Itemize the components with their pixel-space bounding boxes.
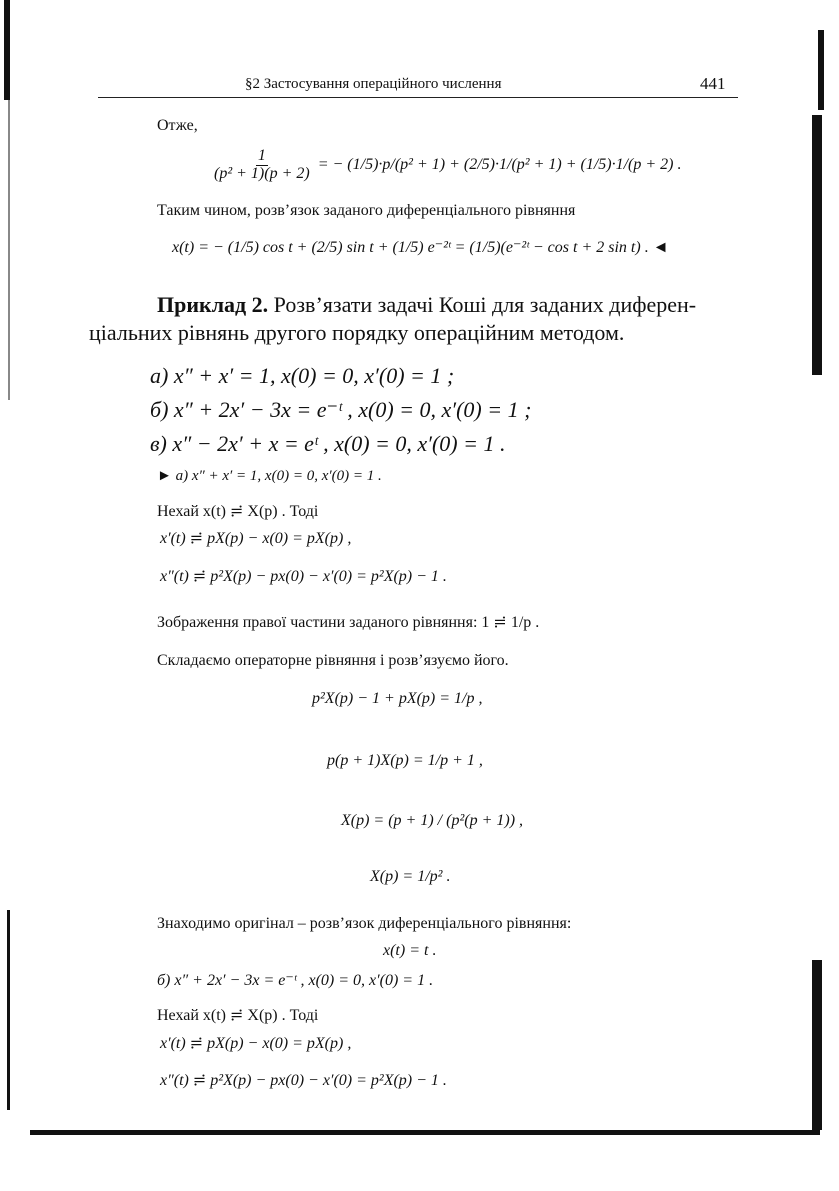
scan-edge-left-mid [8, 100, 10, 400]
thus-line: Таким чином, розв’язок заданого диференціального рівняння [157, 202, 576, 219]
decomposition-equation [210, 148, 681, 183]
solution-a-start: ► а) x″ + x′ = 1, x(0) = 0, x′(0) = 1 . [157, 468, 382, 484]
solution-a-answer: x(t) = t . [383, 942, 437, 959]
solution-b-let: Нехай x(t) ≓ X(p) . Тоді [157, 1007, 319, 1024]
solution-a-second-derivative: x″(t) ≓ p²X(p) − px(0) − x′(0) = p²X(p) − 1 . [160, 568, 447, 585]
scan-edge-right-mid [812, 115, 822, 375]
task-c: в) x″ − 2x′ + x = eᵗ , x(0) = 0, x′(0) = 1 . [150, 431, 506, 456]
task-a: а) x″ + x′ = 1, x(0) = 0, x′(0) = 1 ; [150, 363, 455, 388]
solution-a-find-original: Знаходимо оригінал – розв’язок диференціального рівняння: [157, 915, 572, 932]
decomp-right-side: = − (1/5)·p/(p² + 1) + (2/5)·1/(p² + 1) + (1/5)·1/(p + 2) . [317, 155, 682, 173]
solution-a-rhs-image: Зображення правої частини заданого рівняння: 1 ≓ 1/p . [157, 614, 540, 631]
scan-edge-left-bottom [7, 910, 10, 1110]
decomp-left-denominator: (p² + 1)(p + 2) [214, 164, 310, 182]
solution-a-first-derivative: x′(t) ≓ pX(p) − x(0) = pX(p) , [160, 530, 352, 547]
example2-text-line1: Розв’язати задачі Коші для заданих диферен- [268, 292, 697, 317]
decomp-left-numerator: 1 [257, 147, 266, 164]
solution-a-compose: Складаємо операторне рівняння і розв’язуємо його. [157, 652, 509, 669]
scan-edge-right-top [818, 30, 824, 110]
solution-line: x(t) = − (1/5) cos t + (2/5) sin t + (1/5) e⁻²ᵗ = (1/5)(e⁻²ᵗ − cos t + 2 sin t) . ◄ [172, 239, 669, 256]
example2-text-line2: ціальних рівнянь другого порядку операційним методом. [89, 320, 625, 345]
operator-equation-1: p²X(p) − 1 + pX(p) = 1/p , [312, 690, 483, 707]
task-b: б) x″ + 2x′ − 3x = e⁻ᵗ , x(0) = 0, x′(0) = 1 ; [150, 397, 532, 422]
page-number: 441 [700, 74, 726, 93]
solution-b-first-derivative: x′(t) ≓ pX(p) − x(0) = pX(p) , [160, 1035, 352, 1052]
scan-edge-bottom [30, 1130, 820, 1135]
example2-line1 [157, 292, 696, 318]
solution-a-let: Нехай x(t) ≓ X(p) . Тоді [157, 503, 319, 520]
solution-b-start: б) x″ + 2x′ − 3x = e⁻ᵗ , x(0) = 0, x′(0) = 1 . [157, 972, 434, 989]
example2-title: Приклад 2. [157, 292, 269, 317]
operator-equation-2: p(p + 1)X(p) = 1/p + 1 , [327, 752, 483, 769]
operator-equation-4: X(p) = 1/p² . [370, 868, 451, 885]
operator-equation-3: X(p) = (p + 1) / (p²(p + 1)) , [341, 812, 524, 829]
therefore-text: Отже, [157, 117, 198, 134]
header-rule [98, 97, 738, 98]
solution-b-second-derivative: x″(t) ≓ p²X(p) − px(0) − x′(0) = p²X(p) − 1 . [160, 1072, 447, 1089]
scan-edge-right-bottom [812, 960, 822, 1130]
scan-edge-left-top [4, 0, 10, 100]
section-title: §2 Застосування операційного числення [245, 76, 502, 92]
